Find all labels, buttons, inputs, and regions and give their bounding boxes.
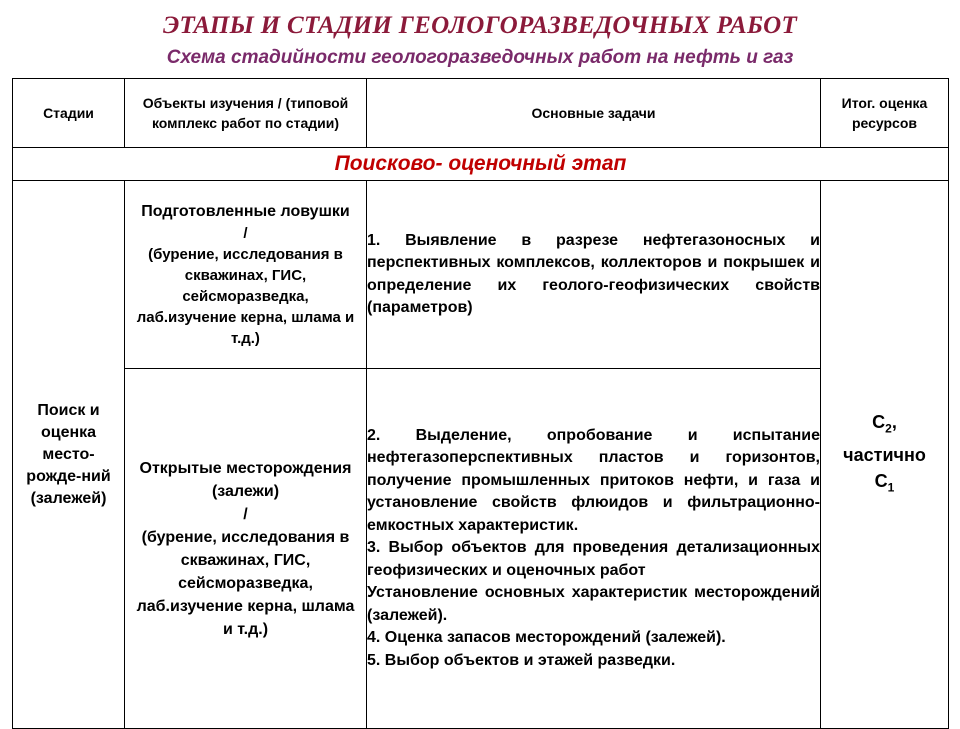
header-tasks: Основные задачи <box>367 79 821 148</box>
result-c1 <box>821 468 948 501</box>
object-cell <box>125 181 367 369</box>
object-slash: / <box>243 505 248 523</box>
object-name: Подготовленные ловушки <box>141 202 350 220</box>
table-row <box>13 181 949 369</box>
result-c1-letter: С <box>874 470 888 491</box>
result-c2-letter: С <box>872 411 886 432</box>
page-title: ЭТАПЫ И СТАДИИ ГЕОЛОГОРАЗВЕДОЧНЫХ РАБОТ <box>162 12 798 39</box>
header-objects: Объекты изучения / (типовой комплекс работ по стадии) <box>125 79 367 148</box>
page-subtitle: Схема стадийности геологоразведочных работ на нефть и газ <box>166 47 794 68</box>
header-result: Итог. оценка ресурсов <box>821 79 949 148</box>
stages-table <box>12 78 949 729</box>
result-c2 <box>821 409 948 442</box>
table-header-row <box>13 79 949 148</box>
table-row <box>13 369 949 729</box>
result-c2-comma: , <box>891 411 897 432</box>
object-works: (бурение, исследования в скважинах, ГИС, сейсморазведка, лаб.изучение керна, шлама и т.д.) <box>136 528 355 638</box>
task-item: 3. Выбор объектов для проведения детализационных геофизических и оценочных работ <box>367 539 820 579</box>
result-c1-index: 1 <box>887 480 895 495</box>
object-slash: / <box>243 224 248 242</box>
stage-title-row <box>13 148 949 181</box>
task-item: 2. Выделение, опробование и испытание нефтегазоперспективных пластов и горизонтов, получение промышленных притоков нефти, и газа и установление свойств флюидов и фильтрационно-емкостных характеристик. <box>367 426 820 534</box>
result-c2-index: 2 <box>885 421 892 436</box>
task-item: 5. Выбор объектов и этажей разведки. <box>367 651 676 669</box>
task-item: 1. Выявление в разрезе нефтегазоносных и перспективных комплексов, коллекторов и покрышек и определение их геолого-геофизических свойств (параметров) <box>367 231 820 316</box>
header-stages: Стадии <box>13 79 125 148</box>
result-partial: частично <box>843 444 926 465</box>
stage-name: Поиск и оценка место-рожде-ний (залежей) <box>13 181 125 729</box>
object-works: (бурение, исследования в скважинах, ГИС, сейсморазведка, лаб.изучение керна, шлама и т.д.) <box>136 245 355 347</box>
object-name: Открытые месторождения (залежи) <box>139 459 352 500</box>
tasks-cell <box>367 181 821 369</box>
result-cell <box>821 181 949 729</box>
object-cell <box>125 369 367 729</box>
stage-title: Поисково- оценочный этап <box>13 148 949 181</box>
task-item: Установление основных характеристик месторождений (залежей). <box>367 584 820 624</box>
tasks-cell <box>367 369 821 729</box>
task-item: 4. Оценка запасов месторождений (залежей). <box>367 629 726 647</box>
